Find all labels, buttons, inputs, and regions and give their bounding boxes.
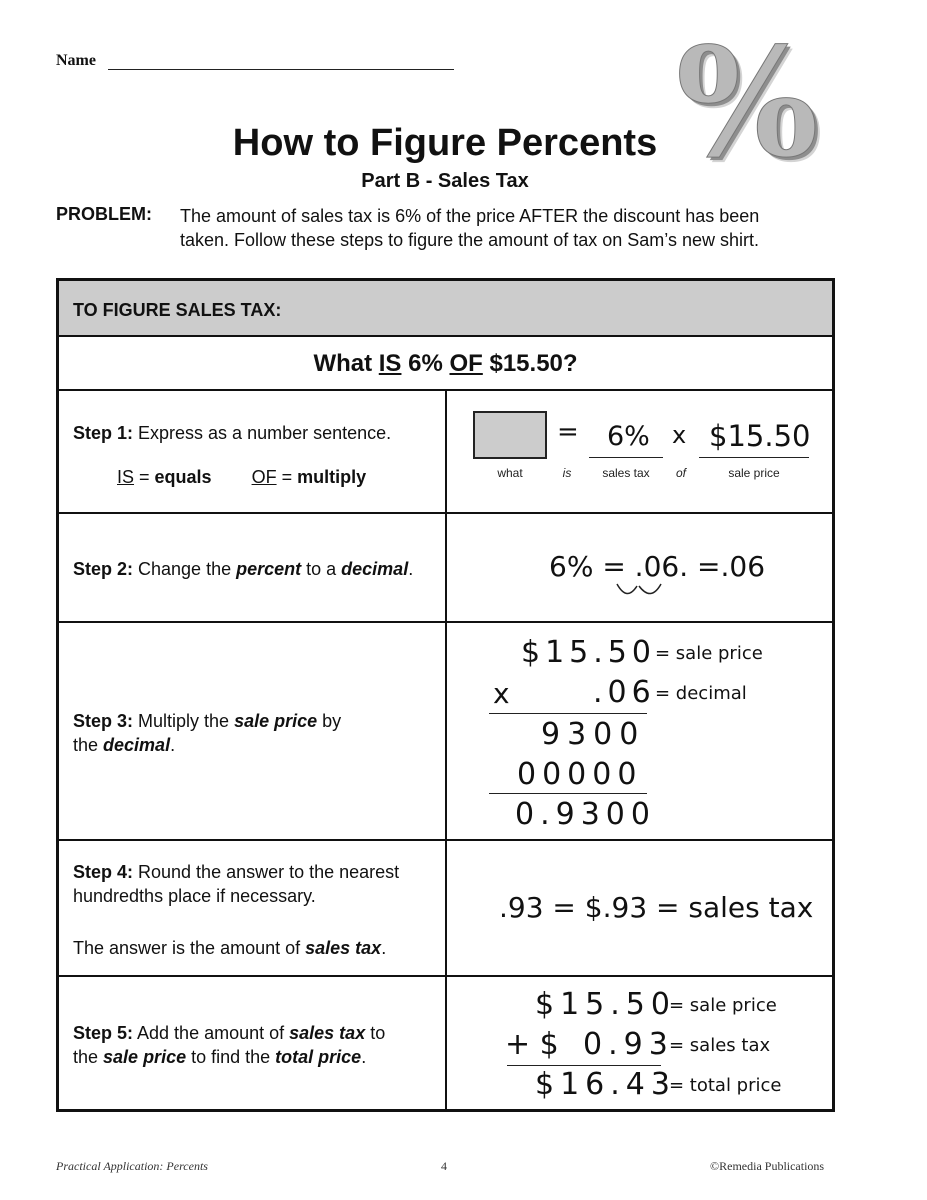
- equals-sign: =: [557, 417, 579, 447]
- footer-page-number: 4: [441, 1159, 447, 1173]
- question-row: [59, 337, 832, 391]
- problem-text: [180, 204, 840, 252]
- step1-text: [73, 421, 443, 445]
- step5-t2: sales tax: [289, 1023, 366, 1043]
- step5-text: [73, 1021, 443, 1069]
- mult-partial-2: 00000: [517, 757, 643, 792]
- step5-t8: .: [361, 1047, 367, 1067]
- step5-t1: Add the amount of: [133, 1023, 290, 1043]
- step3-t4: the: [73, 735, 104, 755]
- footer-book-title: Practical Application: Percents: [56, 1159, 208, 1173]
- label-sale-price: sale price: [728, 466, 780, 480]
- step4-t3: The answer is the amount of: [73, 938, 306, 958]
- mult-line-price: $15.50: [521, 635, 656, 670]
- mult-times: x: [493, 677, 510, 710]
- step2-t2: percent: [236, 559, 302, 579]
- mult-product: 0.9300: [515, 797, 656, 832]
- question-mid: 6%: [401, 350, 450, 377]
- mult-rule-2: [489, 793, 647, 794]
- name-label: Name: [56, 52, 96, 69]
- times-sign: x: [672, 421, 687, 449]
- is-eq: =: [134, 467, 155, 487]
- problem-label: PROBLEM:: [56, 204, 152, 224]
- step2-t3: to a: [301, 559, 342, 579]
- step4-work: [449, 841, 832, 975]
- step5-work: [449, 977, 832, 1109]
- step1-instructions: [59, 391, 447, 512]
- question-is: IS: [378, 350, 402, 377]
- step3-t6: .: [170, 735, 176, 755]
- step4-t5: .: [381, 938, 387, 958]
- question-post: $15.50?: [482, 350, 578, 377]
- question-pre: What: [313, 350, 379, 377]
- price-underline: [699, 457, 809, 458]
- mult-rule-1: [489, 713, 647, 714]
- label-is: is: [562, 466, 572, 480]
- step5-t7: total price: [275, 1047, 362, 1067]
- decimal-shift-arrows-icon: [613, 582, 669, 602]
- step3-t2: sale price: [234, 711, 318, 731]
- of-word: OF: [251, 467, 277, 487]
- step4-answer-text: [73, 936, 443, 960]
- percent-symbol-graphic: %: [676, 15, 819, 191]
- step1-keywords: [117, 465, 487, 489]
- step1-desc: Express as a number sentence.: [133, 423, 392, 443]
- step5-instructions: [59, 977, 447, 1109]
- step3-row: [59, 623, 832, 841]
- add-note-total: = total price: [669, 1075, 782, 1096]
- step3-t5: decimal: [103, 735, 171, 755]
- step2-row: [59, 514, 832, 623]
- rounded-answer: .93 = $.93 = sales tax: [499, 891, 814, 924]
- step5-t3: to: [365, 1023, 386, 1043]
- question-text: [313, 350, 577, 378]
- step2-instructions: [59, 514, 447, 621]
- label-sales-tax: sales tax: [602, 466, 650, 480]
- add-note-price: = sale price: [669, 995, 777, 1016]
- step1-label: Step 1:: [73, 423, 134, 443]
- decimal-conversion: 6% = .06. =.06: [549, 550, 766, 583]
- add-note-tax: = sales tax: [669, 1035, 771, 1056]
- step2-t4: decimal: [341, 559, 409, 579]
- add-total: $16.43: [535, 1067, 676, 1102]
- step4-row: [59, 841, 832, 977]
- mult-note-price: = sale price: [655, 643, 763, 664]
- step3-label: Step 3:: [73, 711, 134, 731]
- step5-t5: sale price: [103, 1047, 187, 1067]
- step2-t5: .: [408, 559, 414, 579]
- is-word: IS: [117, 467, 135, 487]
- percent-value: 6%: [607, 421, 650, 452]
- step4-text: [73, 860, 443, 908]
- footer-copyright: ©Remedia Publications: [710, 1159, 825, 1173]
- question-of: OF: [449, 350, 483, 377]
- mult-note-decimal: = decimal: [655, 683, 747, 704]
- problem-line-2: taken. Follow these steps to figure the amount of tax on Sam’s new shirt.: [180, 230, 759, 250]
- step1-work: [449, 391, 832, 512]
- add-plus-dollar: + $: [505, 1027, 559, 1062]
- of-eq: =: [276, 467, 298, 487]
- step2-text: [73, 557, 443, 581]
- step1-row: [59, 391, 832, 514]
- step4-t1: Round the answer to the nearest: [133, 862, 400, 882]
- page-subtitle: Part B - Sales Tax: [361, 170, 529, 192]
- step2-work: [449, 514, 832, 621]
- step4-t4: sales tax: [305, 938, 382, 958]
- step4-label: Step 4:: [73, 862, 134, 882]
- is-val: equals: [154, 467, 212, 487]
- step3-t1: Multiply the: [133, 711, 235, 731]
- step3-instructions: [59, 623, 447, 839]
- step3-t3: by: [317, 711, 342, 731]
- answer-box: [473, 411, 547, 459]
- mult-line-decimal: .06: [593, 675, 656, 710]
- step5-row: [59, 977, 832, 1109]
- step3-work: [449, 623, 832, 839]
- problem-line-1: The amount of sales tax is 6% of the price AFTER the discount has been: [180, 206, 760, 226]
- add-rule: [507, 1065, 661, 1066]
- add-line-tax: 0.93: [583, 1027, 674, 1062]
- table-header: [59, 281, 832, 337]
- step2-label: Step 2:: [73, 559, 134, 579]
- step3-text: [73, 709, 443, 757]
- step5-t6: to find the: [186, 1047, 276, 1067]
- add-line-price: $15.50: [535, 987, 676, 1022]
- step4-t2: hundredths place if necessary.: [73, 886, 316, 906]
- sales-tax-table: [56, 278, 835, 1112]
- of-val: multiply: [297, 467, 367, 487]
- step5-label: Step 5:: [73, 1023, 134, 1043]
- step2-t1: Change the: [133, 559, 237, 579]
- label-of: of: [675, 466, 686, 480]
- mult-partial-1: 9300: [541, 717, 646, 752]
- page-title: How to Figure Percents: [232, 122, 658, 164]
- percent-underline: [589, 457, 663, 458]
- step4-instructions: [59, 841, 447, 975]
- table-header-text: TO FIGURE SALES TAX:: [73, 300, 282, 320]
- name-line: [108, 69, 454, 70]
- price-value: $15.50: [709, 419, 811, 453]
- step5-t4: the: [73, 1047, 104, 1067]
- label-what: what: [497, 466, 523, 480]
